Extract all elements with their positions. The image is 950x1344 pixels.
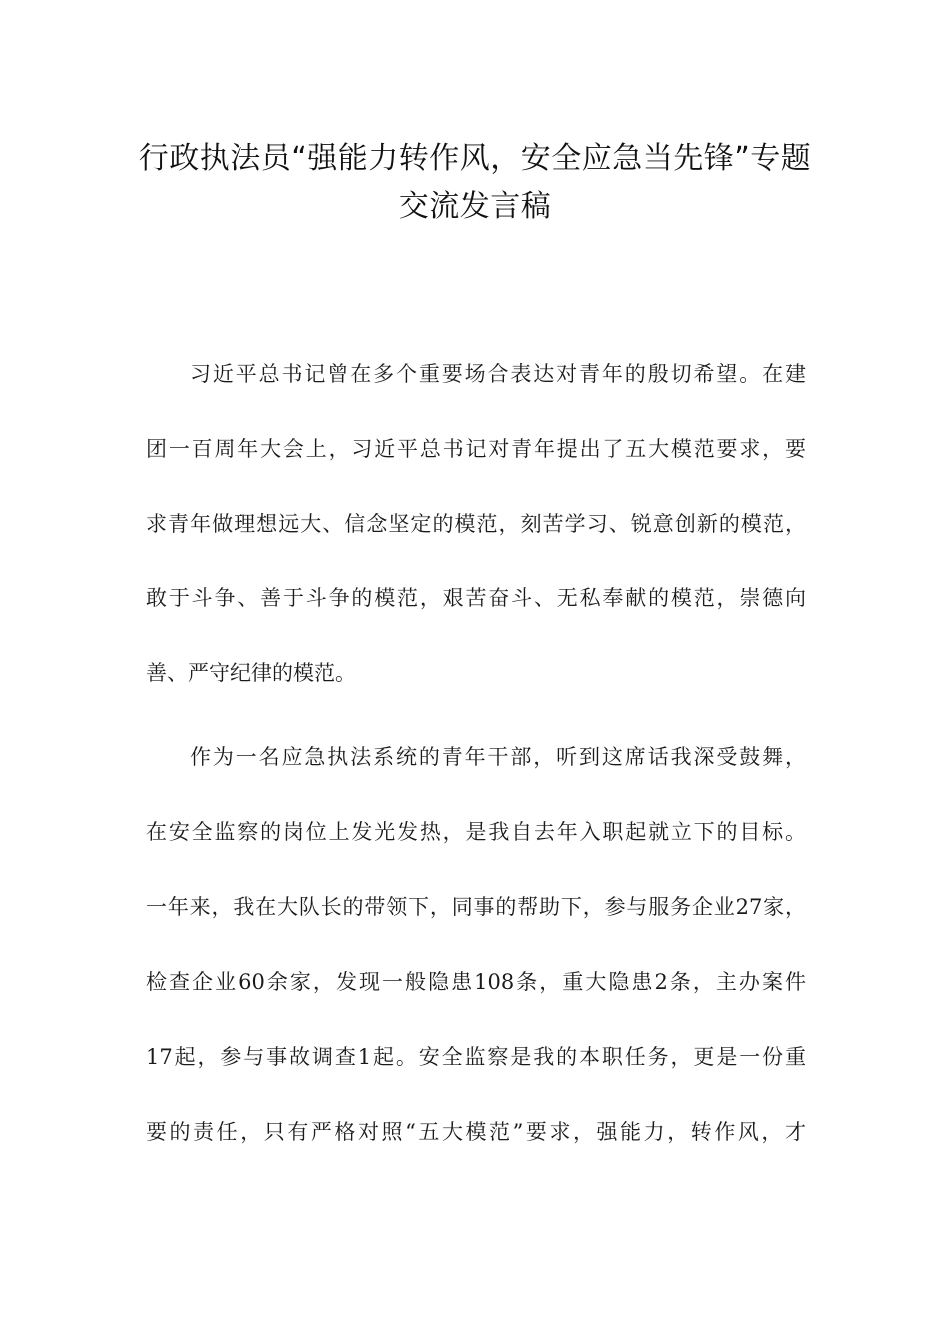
document-title-line-2: 交流发言稿 bbox=[398, 189, 552, 224]
document-title-line-1: 行政执法员“强能力转作风，安全应急当先锋”专题 bbox=[138, 141, 812, 176]
paragraph-line: 敢于斗争、善于斗争的模范，艰苦奋斗、无私奉献的模范，崇德向 bbox=[146, 586, 806, 610]
paragraph-line: 习近平总书记曾在多个重要场合表达对青年的殷切希望。在建 bbox=[190, 362, 806, 386]
paragraph-line: 17起，参与事故调查1起。安全监察是我的本职任务，更是一份重 bbox=[146, 1045, 806, 1069]
paragraph-line: 作为一名应急执法系统的青年干部，听到这席话我深受鼓舞， bbox=[190, 745, 806, 769]
paragraph-line: 求青年做理想远大、信念坚定的模范，刻苦学习、锐意创新的模范， bbox=[146, 512, 806, 536]
paragraph-line: 一年来，我在大队长的带领下，同事的帮助下，参与服务企业27家， bbox=[146, 895, 806, 919]
paragraph-line: 团一百周年大会上，习近平总书记对青年提出了五大模范要求，要 bbox=[146, 437, 806, 461]
paragraph-line: 要的责任，只有严格对照“五大模范”要求，强能力，转作风，才 bbox=[146, 1120, 806, 1144]
paragraph-line: 检查企业60余家，发现一般隐患108条，重大隐患2条，主办案件 bbox=[146, 970, 806, 994]
paragraph-line: 在安全监察的岗位上发光发热，是我自去年入职起就立下的目标。 bbox=[146, 820, 806, 844]
paragraph-line: 善、严守纪律的模范。 bbox=[146, 661, 356, 685]
